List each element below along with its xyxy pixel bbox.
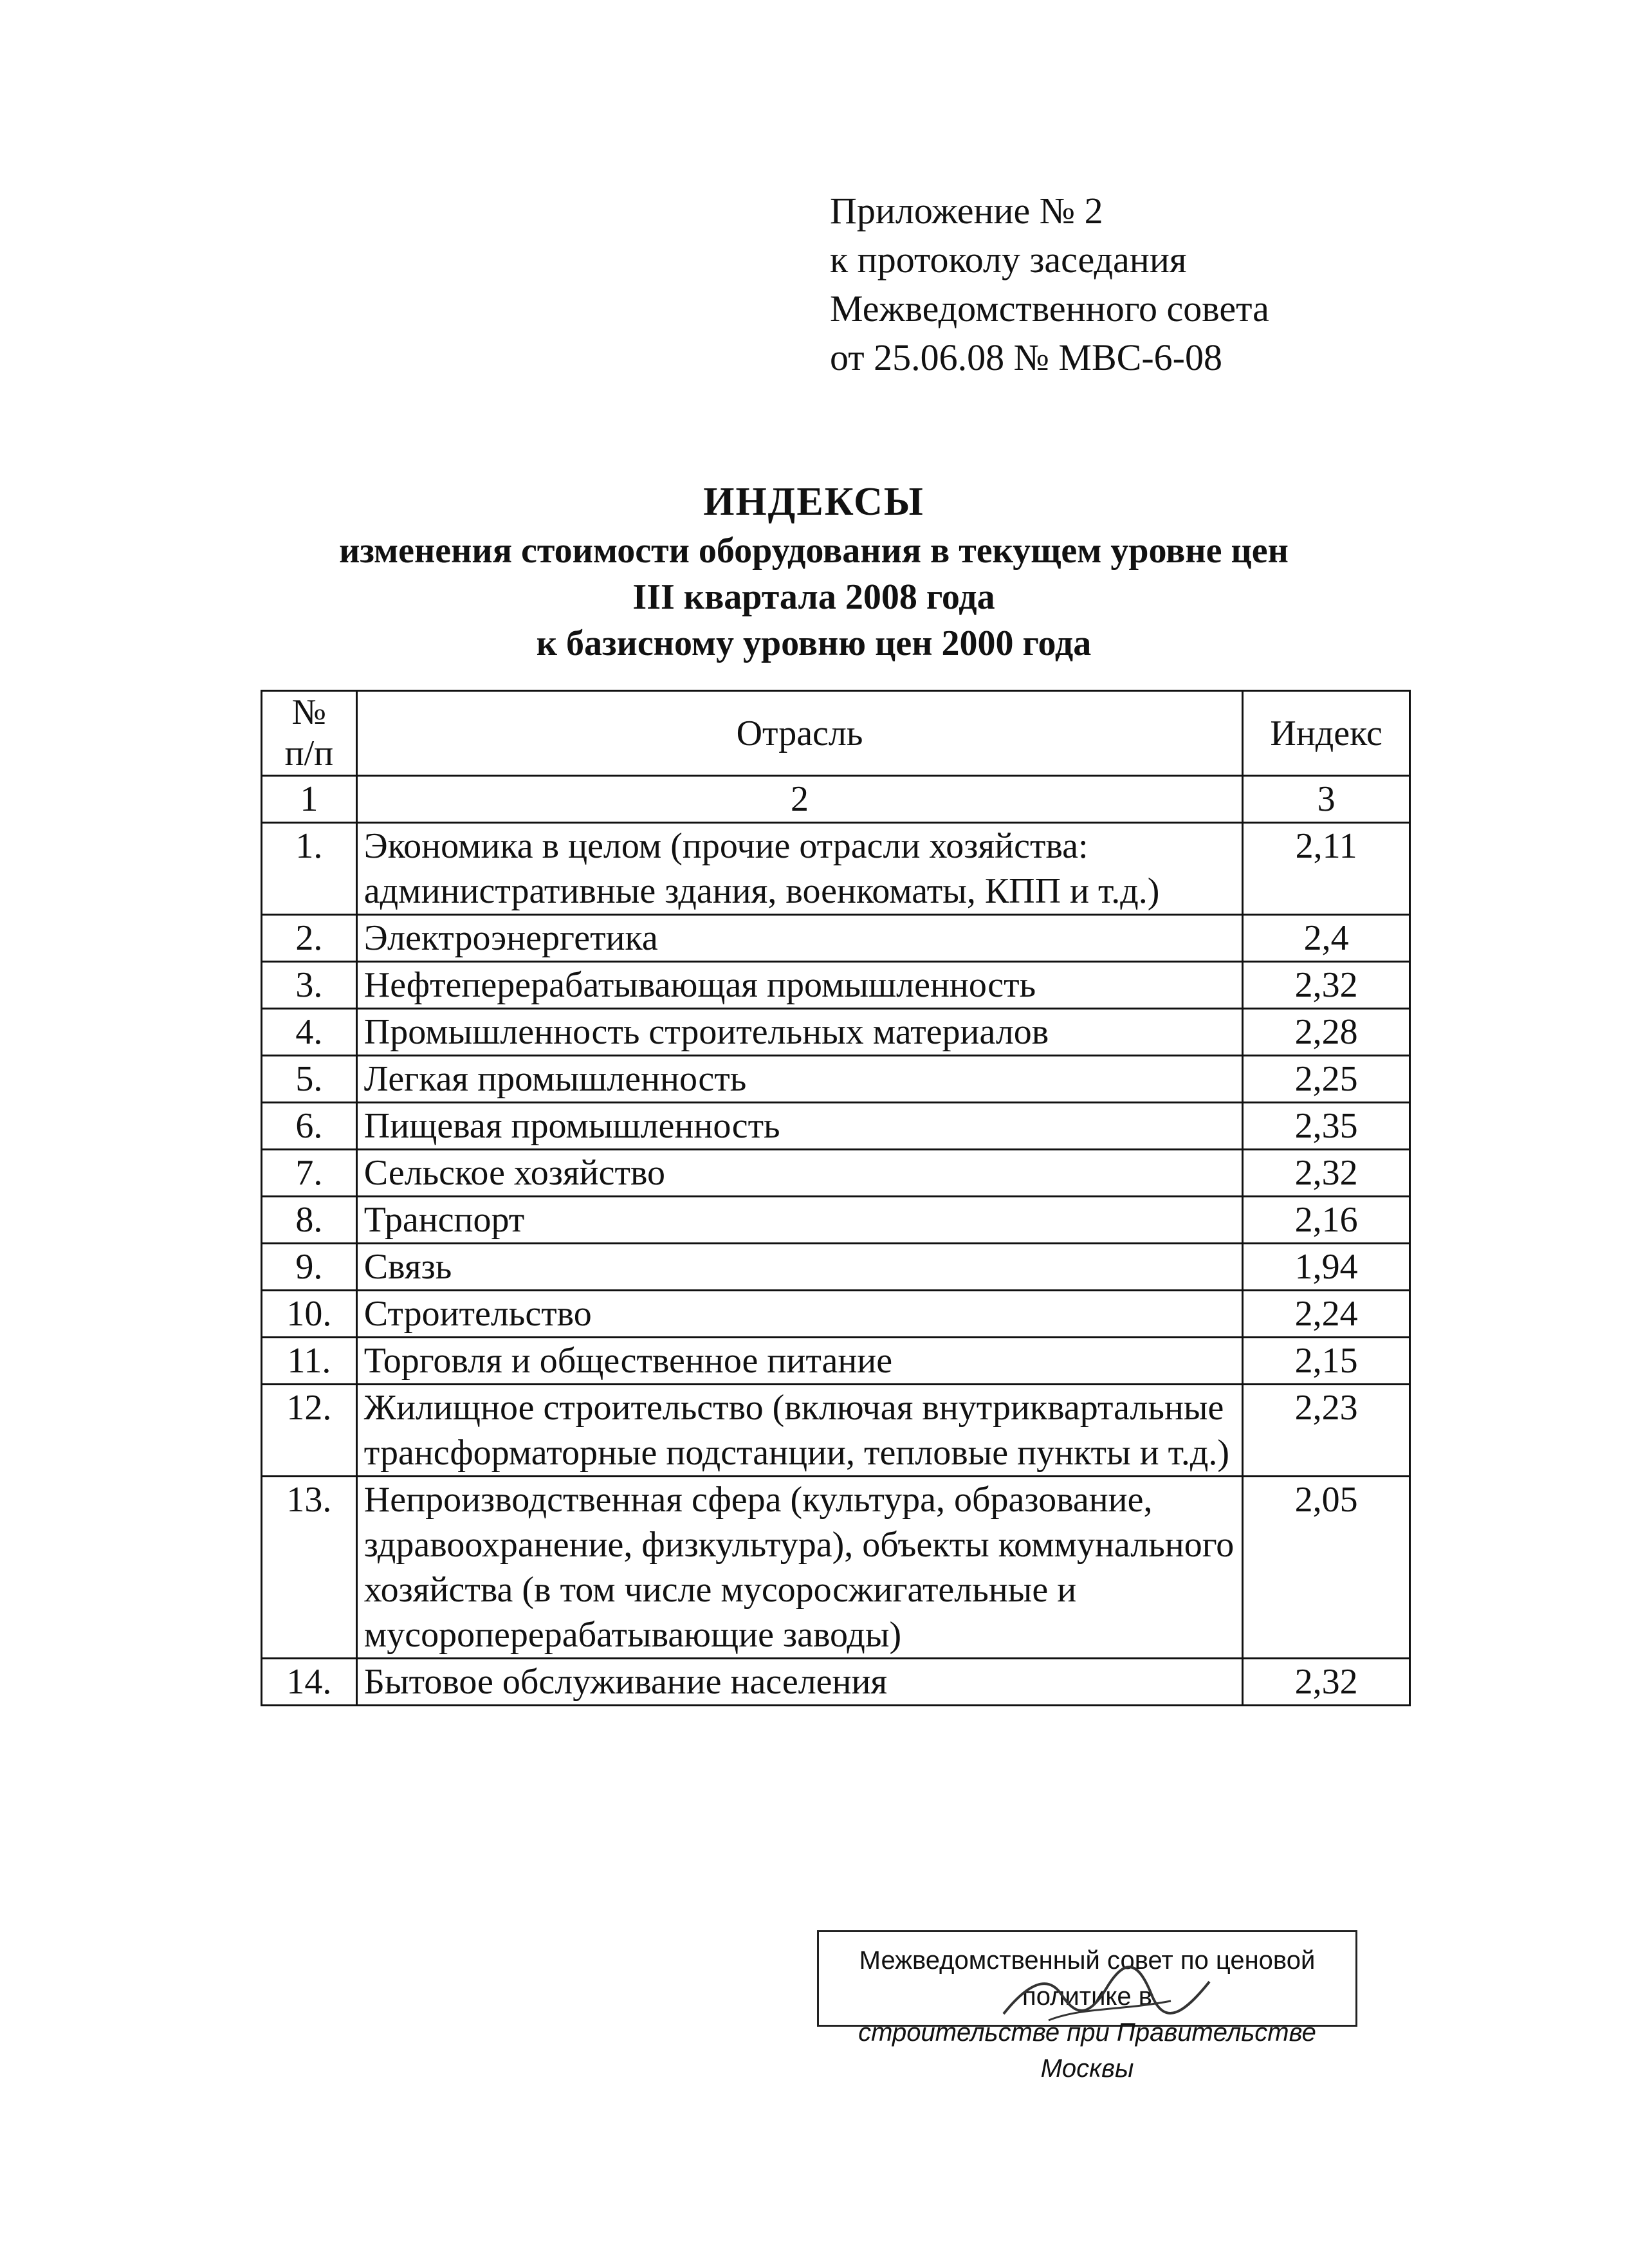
table-row [262, 1659, 1410, 1706]
table-row [262, 1385, 1410, 1477]
table-header-row [262, 691, 1410, 776]
header-index: Индекс [1243, 691, 1410, 776]
title-subtitle-3: к базисному уровню цен 2000 года [536, 623, 1092, 663]
row-number: 7. [262, 1150, 357, 1197]
index-table [261, 690, 1411, 1706]
document-title [193, 476, 1435, 667]
row-index: 2,11 [1243, 823, 1410, 915]
table-row [262, 823, 1410, 915]
row-index: 1,94 [1243, 1244, 1410, 1291]
row-number: 3. [262, 962, 357, 1009]
table-row [262, 1150, 1410, 1197]
row-number: 2. [262, 915, 357, 962]
row-index: 2,28 [1243, 1009, 1410, 1056]
signature [991, 1956, 1222, 2033]
row-index: 2,23 [1243, 1385, 1410, 1477]
row-branch: Транспорт [356, 1197, 1242, 1244]
row-number: 8. [262, 1197, 357, 1244]
header-number [262, 691, 357, 776]
row-number: 4. [262, 1009, 357, 1056]
row-number: 14. [262, 1659, 357, 1706]
row-branch: Сельское хозяйство [356, 1150, 1242, 1197]
appendix-header [830, 187, 1269, 382]
row-index: 2,25 [1243, 1056, 1410, 1103]
appendix-line-1: Приложение № 2 [830, 190, 1103, 232]
column-number-2: 2 [356, 776, 1242, 823]
column-number-1: 1 [262, 776, 357, 823]
row-branch: Нефтеперерабатывающая промышленность [356, 962, 1242, 1009]
signature-underline [1049, 2001, 1171, 2020]
appendix-line-4: от 25.06.08 № МВС-6-08 [830, 337, 1222, 378]
row-number: 9. [262, 1244, 357, 1291]
appendix-line-2: к протоколу заседания [830, 239, 1187, 281]
title-main: ИНДЕКСЫ [703, 480, 924, 524]
column-numbers-row [262, 776, 1410, 823]
header-number-line-2: п/п [284, 733, 334, 773]
row-branch: Непроизводственная сфера (культура, образование, здравоохранение, физкультура), объекты коммунального хозяйства (в том числе мусоросжигательные и мусороперерабатывающие заводы) [356, 1477, 1242, 1659]
row-branch: Легкая промышленность [356, 1056, 1242, 1103]
row-number: 13. [262, 1477, 357, 1659]
table-row [262, 1009, 1410, 1056]
row-number: 5. [262, 1056, 357, 1103]
row-index: 2,15 [1243, 1338, 1410, 1385]
appendix-line-3: Межведомственного совета [830, 288, 1269, 329]
row-branch: Пищевая промышленность [356, 1103, 1242, 1150]
row-branch: Экономика в целом (прочие отрасли хозяйства: административные здания, военкоматы, КПП и т.д.) [356, 823, 1242, 915]
row-index: 2,32 [1243, 1150, 1410, 1197]
row-branch: Жилищное строительство (включая внутриквартальные трансформаторные подстанции, тепловые пункты и т.д.) [356, 1385, 1242, 1477]
table-row [262, 1477, 1410, 1659]
header-number-line-1: № [291, 692, 327, 732]
table-row [262, 1197, 1410, 1244]
row-index: 2,4 [1243, 915, 1410, 962]
row-branch: Связь [356, 1244, 1242, 1291]
row-branch: Бытовое обслуживание населения [356, 1659, 1242, 1706]
header-branch: Отрасль [356, 691, 1242, 776]
table-row [262, 1291, 1410, 1338]
table-row [262, 915, 1410, 962]
column-number-3: 3 [1243, 776, 1410, 823]
row-index: 2,32 [1243, 962, 1410, 1009]
row-number: 6. [262, 1103, 357, 1150]
row-branch: Торговля и общественное питание [356, 1338, 1242, 1385]
row-index: 2,35 [1243, 1103, 1410, 1150]
signature-stroke [1004, 1967, 1209, 2014]
table-row [262, 1338, 1410, 1385]
table-row [262, 962, 1410, 1009]
table-row [262, 1056, 1410, 1103]
row-index: 2,05 [1243, 1477, 1410, 1659]
row-branch: Промышленность строительных материалов [356, 1009, 1242, 1056]
title-subtitle-1: изменения стоимости оборудования в текущем уровне цен [339, 531, 1289, 571]
row-number: 1. [262, 823, 357, 915]
stamp-line-2: строительстве при Правительстве Москвы [858, 2018, 1316, 2083]
row-branch: Строительство [356, 1291, 1242, 1338]
table-row [262, 1244, 1410, 1291]
table-row [262, 1103, 1410, 1150]
row-index: 2,16 [1243, 1197, 1410, 1244]
row-index: 2,32 [1243, 1659, 1410, 1706]
title-subtitle-2: III квартала 2008 года [632, 577, 995, 617]
row-number: 11. [262, 1338, 357, 1385]
row-number: 10. [262, 1291, 357, 1338]
stamp-line-1: Межведомственный совет по ценовой политике в [859, 1946, 1316, 2011]
row-index: 2,24 [1243, 1291, 1410, 1338]
row-branch: Электроэнергетика [356, 915, 1242, 962]
row-number: 12. [262, 1385, 357, 1477]
